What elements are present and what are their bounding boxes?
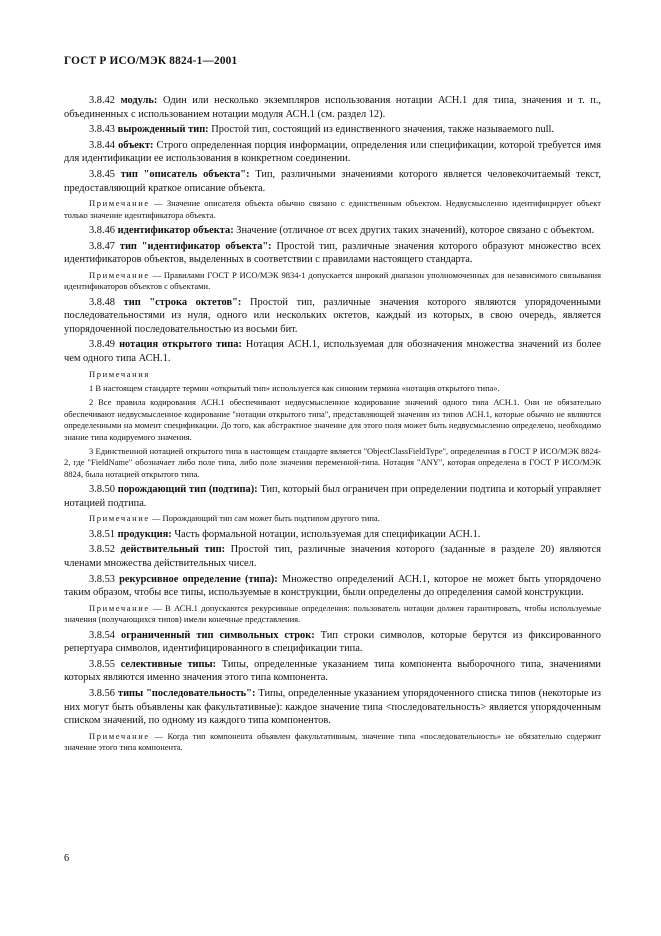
note-label: Примечание [89, 198, 150, 209]
note [64, 270, 601, 293]
note [64, 446, 601, 480]
clause-number: 3.8.56 [89, 687, 115, 699]
note-label: Примечание [89, 730, 150, 741]
note [64, 198, 601, 221]
definition-text: Простой тип, состоящий из единственного значения, также называемого null. [208, 124, 555, 136]
note-text: 3 Единственной нотацией открытого типа в настоящем стандарте является "ObjectClassFieldType", определенная в ГОСТ Р ИСО/МЭК 8824-2, где "FieldName" обозначает либо поле типа, либо поле значения переменной-типа. Нотация "ANY", которая определена в ГОСТ Р ИСО/МЭК 8824, была нотацией открытого типа. [64, 445, 601, 479]
note-text: 1 В настоящем стандарте термин «открытый тип» используется как синоним термина «нотация открытого типа». [89, 382, 500, 393]
definition-paragraph [64, 573, 601, 600]
clause-number: 3.8.54 [89, 629, 115, 641]
defined-term: тип "строка октетов": [123, 296, 242, 308]
definition-paragraph [64, 168, 601, 195]
note-label: Примечание [89, 513, 150, 524]
clause-number: 3.8.50 [89, 484, 115, 496]
clause-number: 3.8.42 [89, 95, 115, 106]
notes-heading: Примечания [89, 368, 150, 379]
definition-text: Нотация АСН.1, используемая для обозначения множества значений из более чем одного типа АСН.1. [64, 339, 601, 364]
defined-term: селективные типы: [120, 658, 217, 670]
definition-paragraph [64, 629, 601, 656]
defined-term: нотация открытого типа: [119, 339, 242, 351]
definition-text: Простой тип, различные значения которого (заданные в разделе 20) являются членами множества действительных чисел. [64, 544, 601, 569]
defined-term: вырожденный тип: [117, 124, 209, 136]
definition-paragraph [64, 123, 601, 137]
definition-paragraph [64, 139, 601, 166]
definition-text: Типы, определенные указанием типа компонента выборочного типа, значениями которых являются именно значения этого типа компонента. [64, 658, 601, 684]
note-label: Примечание [89, 269, 150, 280]
defined-term: действительный тип: [120, 544, 226, 556]
defined-term: рекурсивное определение (типа): [119, 573, 278, 585]
clause-number: 3.8.46 [89, 224, 115, 236]
document-header: ГОСТ Р ИСО/МЭК 8824-1—2001 [64, 55, 238, 67]
page-number: 6 [64, 853, 70, 864]
definition-paragraph [64, 658, 601, 685]
definition-text: Значение (отличное от всех других таких значений), которое связано с объектом. [233, 224, 595, 236]
note [64, 603, 601, 626]
note-text: — Когда тип компонента объявлен факультативным, значение типа «последовательность» не обязательно содержит значение этого типа компонента. [64, 730, 601, 753]
definition-text: Строго определенная порция информации, определения или спецификации, которой требуется имя для идентификации ее использования в конкретном соединении. [64, 139, 601, 165]
definition-paragraph [64, 94, 601, 121]
defined-term: тип "идентификатор объекта": [119, 240, 272, 252]
definition-text: Тип, который был ограничен при определении подтипа и который управляет нотацией подтипа. [64, 484, 601, 509]
definition-paragraph [64, 240, 601, 267]
clause-number: 3.8.47 [89, 240, 115, 252]
definition-text: Часть формальной нотации, используемая для спецификации АСН.1. [171, 528, 481, 540]
clause-number: 3.8.55 [89, 658, 115, 670]
defined-term: модуль: [120, 95, 158, 106]
clause-number: 3.8.52 [89, 544, 115, 556]
clause-number: 3.8.49 [89, 339, 115, 351]
clause-number: 3.8.45 [89, 168, 115, 180]
definition-paragraph [64, 483, 601, 510]
note [64, 397, 601, 443]
definition-paragraph [64, 543, 601, 570]
definition-text: Один или несколько экземпляров использования нотации АСН.1 для типа, значения и т. п., объединенных с использованием нотации модуля АСН.1 (см. раздел 12). [64, 95, 601, 120]
definition-text: Тип, различными значениями которого является человекочитаемый текст, предоставляющий краткое описание объекта. [64, 168, 601, 194]
definition-text: Простой тип, различные значения которого образуют множество всех идентификаторов объектов, выделенных в соответствии с правилами настоящего стандарта. [64, 240, 601, 266]
note-text: — В АСН.1 допускаются рекурсивные определения: пользователь нотации должен гарантировать, чтобы используемые значения (получающихся типов) имели конечные представления. [64, 602, 601, 625]
note [64, 513, 601, 524]
definition-paragraph [64, 224, 601, 238]
definition-paragraph [64, 338, 601, 365]
clause-number: 3.8.43 [89, 124, 115, 136]
note [64, 731, 601, 754]
clause-number: 3.8.48 [89, 296, 115, 308]
defined-term: идентификатор объекта: [117, 224, 234, 236]
defined-term: продукция: [117, 528, 172, 540]
defined-term: тип "описатель объекта": [120, 168, 250, 180]
definition-paragraph [64, 687, 601, 728]
definition-text: Множество определений АСН.1, которое не может быть упорядочено таким образом, чтобы все типы, используемые в конструкции, были определены до определения самой конструкции. [64, 573, 601, 599]
definition-text: Типы, определенные указанием упорядоченного списка типов (некоторые из них могут быть объявлены как факультативные): каждое значение типа <последовательность> является упорядоченным списком значений, по одному из каждого типа компонентов. [64, 687, 601, 727]
definition-paragraph [64, 296, 601, 337]
defined-term: порождающий тип (подтипа): [117, 484, 258, 496]
definition-text: Простой тип, различные значения которого являются упорядоченными последовательностями из нуля, одного или нескольких октетов, каждый из которых, в свою очередь, является упорядоченной последовательностью из восьми бит. [64, 296, 601, 335]
note-text: — Порождающий тип сам может быть подтипом другого типа. [149, 513, 380, 524]
defined-term: объект: [118, 139, 154, 151]
document-body [64, 94, 601, 754]
clause-number: 3.8.51 [89, 528, 115, 540]
note-text: 2 Все правила кодирования АСН.1 обеспечивают недвусмысленное кодирование значений одного типа АСН.1. Они не обязательно обеспечивают недвусмысленное кодирование "нотации открытого типа", представляющей значения из типов АСН.1, которые обычно не являются определенными на момент спецификации. До того, как абстрактное значение для этого поля может быть недвусмысленно определено, необходимо знание типа кодируемого значения. [64, 397, 601, 442]
definition-paragraph [64, 528, 601, 542]
clause-number: 3.8.53 [89, 573, 115, 585]
defined-term: типы "последовательность": [117, 687, 256, 699]
note-text: — Правилами ГОСТ Р ИСО/МЭК 9834-1 допускается широкий диапазон уполномоченных для независимого связывания идентификаторов объектов с объектами. [64, 269, 601, 292]
note-text: — Значение описателя объекта обычно связано с единственным объектом. Недвусмысленно идентифицирует объект только значение идентификатора объекта. [64, 198, 601, 220]
definition-text: Тип строки символов, которые берутся из фиксированного репертуара символов, идентифицированного в спецификации типа. [64, 629, 601, 655]
clause-number: 3.8.44 [89, 139, 115, 151]
note [64, 383, 601, 394]
defined-term: ограниченный тип символьных строк: [121, 629, 315, 641]
note-label: Примечание [89, 602, 150, 613]
